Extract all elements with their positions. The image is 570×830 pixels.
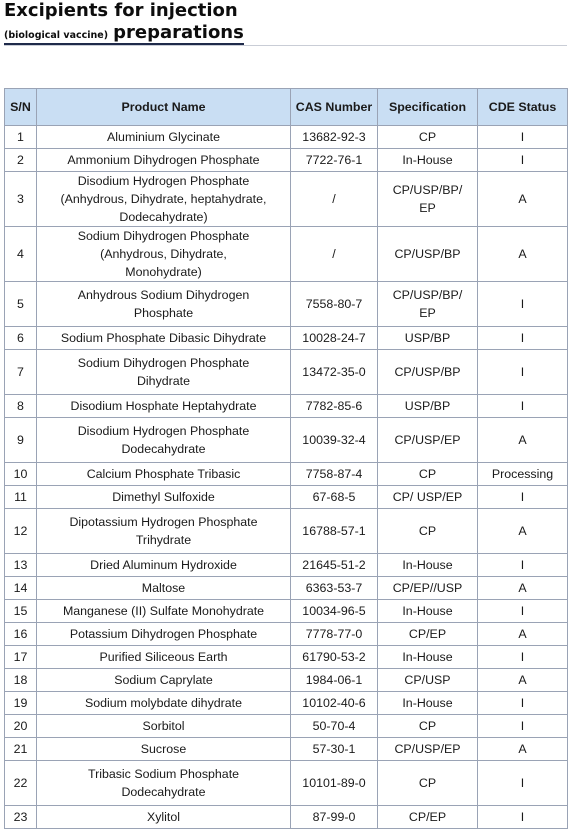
cell-sn: 3 (5, 172, 37, 227)
cell-product-name (37, 463, 291, 486)
cell-cas-number: 16788-57-1 (291, 509, 378, 554)
cell-product-name (37, 715, 291, 738)
product-name-line: Sodium molybdate dihydrate (84, 696, 243, 710)
cell-sn: 12 (5, 509, 37, 554)
specification-line: CP/EP (408, 627, 447, 641)
cell-product-name (37, 806, 291, 829)
header-product-name: Product Name (37, 89, 291, 126)
title-emphasis: preparations (113, 22, 244, 43)
specification-line: CP/USP/BP/ (392, 288, 463, 302)
cell-cas-number: 57-30-1 (291, 738, 378, 761)
table-row (5, 149, 568, 172)
cell-cas-number: 21645-51-2 (291, 554, 378, 577)
cell-cas-number: 7722-76-1 (291, 149, 378, 172)
cell-cde-status: I (478, 327, 568, 350)
cell-specification (378, 669, 478, 692)
specification-line: CP/ USP/EP (392, 490, 463, 504)
cell-sn: 23 (5, 806, 37, 829)
cell-cas-number: 7782-85-6 (291, 395, 378, 418)
cell-cde-status: I (478, 126, 568, 149)
specification-line: In-House (402, 696, 453, 710)
product-name-line: Sodium Caprylate (114, 673, 213, 687)
table-row (5, 350, 568, 395)
cell-cde-status: I (478, 149, 568, 172)
specification-line: CP/EP (408, 810, 447, 824)
cell-cas-number: / (291, 227, 378, 282)
table-row (5, 738, 568, 761)
title-line-2 (4, 23, 244, 45)
cell-product-name (37, 126, 291, 149)
cell-specification (378, 463, 478, 486)
specification-line: CP (418, 524, 437, 538)
specification-line: CP (418, 130, 437, 144)
cell-product-name (37, 577, 291, 600)
table-row (5, 646, 568, 669)
cell-cde-status: A (478, 418, 568, 463)
cell-cde-status: I (478, 600, 568, 623)
cell-cde-status: I (478, 692, 568, 715)
cell-sn: 18 (5, 669, 37, 692)
cell-specification (378, 806, 478, 829)
cell-cas-number: 1984-06-1 (291, 669, 378, 692)
table-row (5, 623, 568, 646)
cell-product-name (37, 172, 291, 227)
cell-specification (378, 172, 478, 227)
cell-sn: 16 (5, 623, 37, 646)
cell-specification (378, 600, 478, 623)
cell-specification (378, 149, 478, 172)
product-name-line: (Anhydrous, Dihydrate, heptahydrate, (60, 192, 267, 206)
specification-line: In-House (402, 153, 453, 167)
cell-cas-number: 10039-32-4 (291, 418, 378, 463)
cell-cde-status: A (478, 669, 568, 692)
cell-cde-status: Processing (478, 463, 568, 486)
table-row (5, 509, 568, 554)
cell-specification (378, 646, 478, 669)
product-name-line: Aluminium Glycinate (107, 130, 220, 144)
title-line-1: Excipients for injection (4, 0, 238, 21)
specification-line: CP/USP/BP (394, 247, 461, 261)
cell-sn: 19 (5, 692, 37, 715)
cell-cde-status: I (478, 646, 568, 669)
header-specification: Specification (378, 89, 478, 126)
cell-cde-status: I (478, 761, 568, 806)
product-name-line: Dried Aluminum Hydroxide (90, 558, 237, 572)
product-name-line: Phosphate (133, 306, 194, 320)
product-name-line: Maltose (141, 581, 186, 595)
product-name-line: Calcium Phosphate Tribasic (86, 467, 241, 481)
cell-sn: 21 (5, 738, 37, 761)
cell-specification (378, 509, 478, 554)
specification-line: USP/BP (404, 331, 451, 345)
cell-product-name (37, 623, 291, 646)
product-name-line: Dimethyl Sulfoxide (112, 490, 215, 504)
cell-specification (378, 623, 478, 646)
product-name-line: Sodium Dihydrogen Phosphate (77, 356, 250, 370)
table-body (5, 126, 568, 829)
cell-specification (378, 761, 478, 806)
cell-cas-number: 10034-96-5 (291, 600, 378, 623)
cell-sn: 7 (5, 350, 37, 395)
product-name-line: Anhydrous Sodium Dihydrogen (77, 288, 250, 302)
cell-cde-status: I (478, 806, 568, 829)
cell-cas-number: 13682-92-3 (291, 126, 378, 149)
table-row (5, 692, 568, 715)
cell-product-name (37, 669, 291, 692)
specification-line: EP (419, 201, 436, 215)
cell-cde-status: I (478, 715, 568, 738)
cell-product-name (37, 761, 291, 806)
product-name-line: Manganese (II) Sulfate Monohydrate (62, 604, 265, 618)
product-name-line: Sodium Phosphate Dibasic Dihydrate (60, 331, 267, 345)
table-row (5, 761, 568, 806)
table-row (5, 172, 568, 227)
cell-cas-number: 61790-53-2 (291, 646, 378, 669)
product-name-line: Sorbitol (142, 719, 185, 733)
cell-cas-number: 10028-24-7 (291, 327, 378, 350)
table-row (5, 806, 568, 829)
cell-sn: 2 (5, 149, 37, 172)
cell-cas-number: 6363-53-7 (291, 577, 378, 600)
cell-sn: 5 (5, 282, 37, 327)
specification-line: CP/USP/EP (394, 433, 461, 447)
cell-cas-number: 10102-40-6 (291, 692, 378, 715)
cell-specification (378, 327, 478, 350)
product-name-line: Potassium Dihydrogen Phosphate (69, 627, 258, 641)
table-row (5, 577, 568, 600)
cell-cas-number: 50-70-4 (291, 715, 378, 738)
product-name-line: Xylitol (146, 810, 181, 824)
cell-cde-status: A (478, 227, 568, 282)
cell-cde-status: I (478, 282, 568, 327)
cell-specification (378, 554, 478, 577)
cell-cas-number: 67-68-5 (291, 486, 378, 509)
cell-product-name (37, 350, 291, 395)
specification-line: CP/EP//USP (392, 581, 463, 595)
product-name-line: Ammonium Dihydrogen Phosphate (67, 153, 260, 167)
cell-specification (378, 126, 478, 149)
cell-product-name (37, 395, 291, 418)
header-cde-status: CDE Status (478, 89, 568, 126)
header-sn: S/N (5, 89, 37, 126)
cell-sn: 9 (5, 418, 37, 463)
table-row (5, 486, 568, 509)
table-row (5, 554, 568, 577)
specification-line: USP/BP (404, 399, 451, 413)
cell-cas-number: 7778-77-0 (291, 623, 378, 646)
cell-product-name (37, 486, 291, 509)
table-header-row (5, 89, 568, 126)
specification-line: EP (419, 306, 436, 320)
table-row (5, 395, 568, 418)
header-cas-number: CAS Number (291, 89, 378, 126)
cell-sn: 17 (5, 646, 37, 669)
page-title (4, 0, 564, 45)
cell-product-name (37, 227, 291, 282)
specification-line: CP/USP/BP/ (392, 183, 463, 197)
product-name-line: Tribasic Sodium Phosphate (87, 767, 240, 781)
table-row (5, 282, 568, 327)
cell-sn: 22 (5, 761, 37, 806)
cell-sn: 8 (5, 395, 37, 418)
table-row (5, 418, 568, 463)
table-row (5, 715, 568, 738)
table-row (5, 227, 568, 282)
cell-cas-number: 7558-80-7 (291, 282, 378, 327)
product-name-line: Dodecahydrate (121, 442, 206, 456)
cell-sn: 20 (5, 715, 37, 738)
specification-line: CP/USP/EP (394, 742, 461, 756)
cell-cas-number: 13472-35-0 (291, 350, 378, 395)
cell-product-name (37, 327, 291, 350)
cell-specification (378, 715, 478, 738)
cell-cas-number: 87-99-0 (291, 806, 378, 829)
cell-specification (378, 418, 478, 463)
cell-product-name (37, 418, 291, 463)
table-row (5, 600, 568, 623)
cell-cde-status: A (478, 509, 568, 554)
cell-sn: 1 (5, 126, 37, 149)
cell-product-name (37, 509, 291, 554)
cell-specification (378, 350, 478, 395)
product-name-line: Purified Siliceous Earth (99, 650, 228, 664)
specification-line: CP/USP/BP (394, 365, 461, 379)
product-name-line: Sodium Dihydrogen Phosphate (77, 229, 250, 243)
cell-specification (378, 227, 478, 282)
cell-specification (378, 486, 478, 509)
cell-sn: 14 (5, 577, 37, 600)
cell-cas-number: / (291, 172, 378, 227)
product-name-line: Disodium Hosphate Heptahydrate (70, 399, 257, 413)
specification-line: In-House (402, 558, 453, 572)
cell-cas-number: 7758-87-4 (291, 463, 378, 486)
cell-specification (378, 692, 478, 715)
specification-line: CP (418, 467, 437, 481)
product-name-line: Dodecahydrate (121, 785, 206, 799)
cell-cde-status: I (478, 486, 568, 509)
title-divider (4, 45, 567, 46)
cell-cas-number: 10101-89-0 (291, 761, 378, 806)
product-name-line: Disodium Hydrogen Phosphate (77, 424, 250, 438)
product-name-line: Dipotassium Hydrogen Phosphate (69, 515, 258, 529)
cell-specification (378, 282, 478, 327)
product-name-line: Trihydrate (135, 533, 192, 547)
product-name-line: Dodecahydrate) (119, 210, 208, 224)
cell-specification (378, 577, 478, 600)
cell-product-name (37, 738, 291, 761)
cell-product-name (37, 692, 291, 715)
cell-sn: 6 (5, 327, 37, 350)
cell-specification (378, 738, 478, 761)
table-row (5, 126, 568, 149)
cell-product-name (37, 554, 291, 577)
cell-product-name (37, 646, 291, 669)
product-name-line: Monohydrate) (125, 265, 202, 279)
cell-sn: 4 (5, 227, 37, 282)
specification-line: In-House (402, 650, 453, 664)
product-name-line: (Anhydrous, Dihydrate, (100, 247, 227, 261)
cell-product-name (37, 149, 291, 172)
cell-cde-status: I (478, 395, 568, 418)
cell-product-name (37, 282, 291, 327)
product-name-line: Dihydrate (136, 374, 191, 388)
cell-product-name (37, 600, 291, 623)
specification-line: CP (418, 776, 437, 790)
cell-sn: 15 (5, 600, 37, 623)
cell-cde-status: A (478, 738, 568, 761)
cell-specification (378, 395, 478, 418)
table-row (5, 463, 568, 486)
product-name-line: Disodium Hydrogen Phosphate (77, 174, 250, 188)
title-subtext: (biological vaccine) (4, 30, 109, 41)
cell-cde-status: I (478, 554, 568, 577)
cell-cde-status: I (478, 350, 568, 395)
cell-cde-status: A (478, 172, 568, 227)
excipients-table (4, 88, 568, 829)
specification-line: CP (418, 719, 437, 733)
cell-sn: 13 (5, 554, 37, 577)
specification-line: In-House (402, 604, 453, 618)
cell-cde-status: A (478, 623, 568, 646)
product-name-line: Sucrose (140, 742, 187, 756)
cell-sn: 10 (5, 463, 37, 486)
table-row (5, 327, 568, 350)
cell-sn: 11 (5, 486, 37, 509)
cell-cde-status: A (478, 577, 568, 600)
specification-line: CP/USP (404, 673, 451, 687)
table-row (5, 669, 568, 692)
